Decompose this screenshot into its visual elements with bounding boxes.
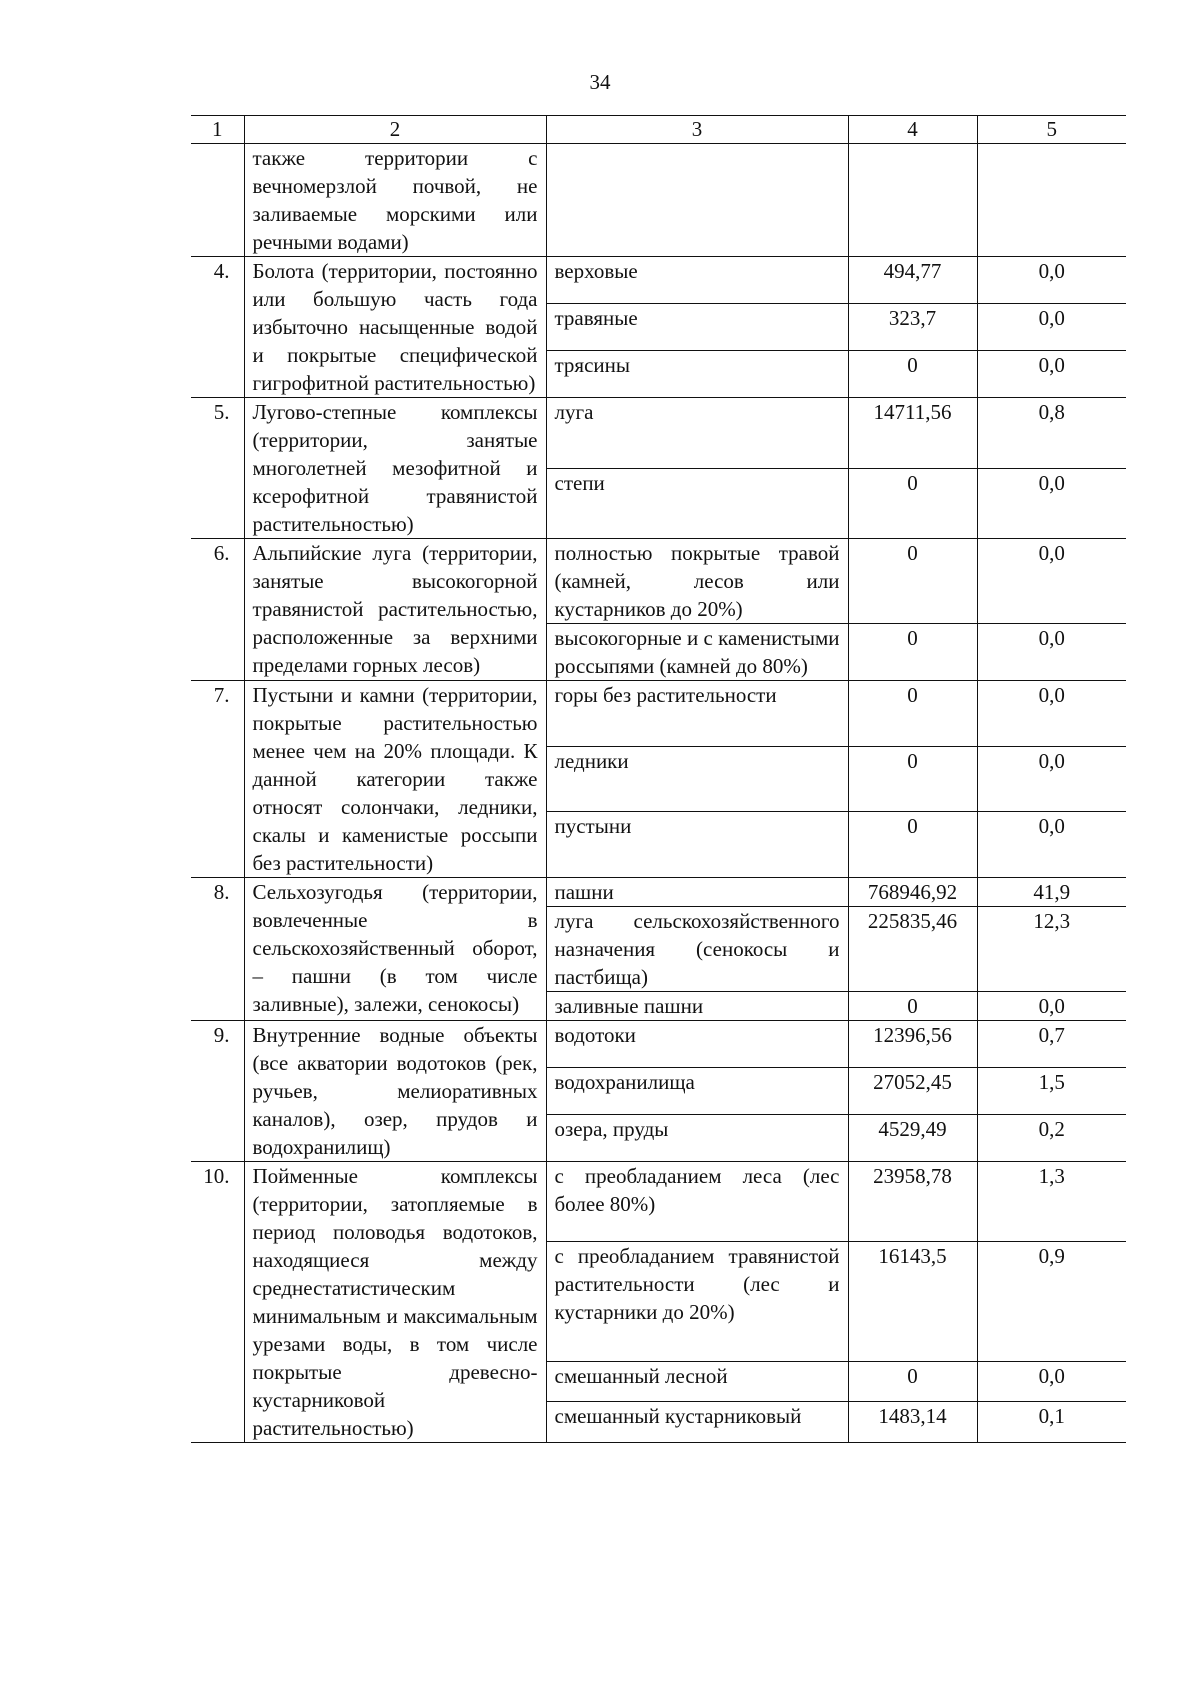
percent-value-cell: 0,9 — [977, 1242, 1126, 1361]
column-header: 5 — [977, 116, 1126, 144]
row-number-cell: 4. — [191, 257, 244, 398]
area-value-cell: 0 — [848, 468, 977, 539]
subtype-cell: озера, пруды — [546, 1115, 848, 1162]
subtype-cell: пустыни — [546, 812, 848, 878]
subtype-cell: ледники — [546, 746, 848, 812]
subtype-cell: водотоки — [546, 1021, 848, 1068]
subtype-cell: с преобладанием травянистой растительности (лес и кустарники до 20%) — [546, 1242, 848, 1361]
percent-value-cell: 41,9 — [977, 878, 1126, 907]
table-row — [191, 681, 1126, 747]
percent-value-cell: 0,7 — [977, 1021, 1126, 1068]
table-body — [191, 144, 1126, 1443]
subtype-cell: трясины — [546, 351, 848, 398]
percent-value-cell: 0,0 — [977, 304, 1126, 351]
land-category-table — [191, 115, 1126, 1443]
area-value-cell: 0 — [848, 812, 977, 878]
area-value-cell: 12396,56 — [848, 1021, 977, 1068]
subtype-cell: травяные — [546, 304, 848, 351]
percent-value-cell: 1,3 — [977, 1162, 1126, 1242]
row-number-cell: 7. — [191, 681, 244, 878]
subtype-cell: полностью покрытые травой (камней, лесов или кустарников до 20%) — [546, 539, 848, 624]
category-description-cell: Пойменные комплексы (территории, затопляемые в период половодья водотоков, находящиеся между среднестатистическим минимальным и максимальным урезами воды, в том числе покрытые древесно-кустарниковой растительностью) — [244, 1162, 546, 1443]
percent-value-cell: 0,0 — [977, 812, 1126, 878]
area-value-cell: 0 — [848, 992, 977, 1021]
category-description-cell: Пустыни и камни (территории, покрытые растительностью менее чем на 20% площади. К данной категории также относят солончаки, ледники, скалы и каменистые россыпи без растительности) — [244, 681, 546, 878]
area-value-cell: 27052,45 — [848, 1068, 977, 1115]
subtype-cell: пашни — [546, 878, 848, 907]
table-row — [191, 144, 1126, 257]
column-header: 4 — [848, 116, 977, 144]
percent-value-cell: 0,0 — [977, 746, 1126, 812]
percent-value-cell: 0,0 — [977, 468, 1126, 539]
area-value-cell: 0 — [848, 351, 977, 398]
table-row — [191, 539, 1126, 624]
area-value-cell: 14711,56 — [848, 398, 977, 469]
percent-value-cell: 1,5 — [977, 1068, 1126, 1115]
area-value-cell — [848, 144, 977, 257]
table-header-row — [191, 116, 1126, 144]
subtype-cell — [546, 144, 848, 257]
percent-value-cell: 0,0 — [977, 992, 1126, 1021]
category-description-cell: также территории с вечномерзлой почвой, не заливаемые морскими или речными водами) — [244, 144, 546, 257]
area-value-cell: 225835,46 — [848, 907, 977, 992]
subtype-cell: высокогорные и с каменистыми россыпями (камней до 80%) — [546, 624, 848, 681]
row-number-cell: 9. — [191, 1021, 244, 1162]
subtype-cell: верховые — [546, 257, 848, 304]
area-value-cell: 0 — [848, 539, 977, 624]
area-value-cell: 4529,49 — [848, 1115, 977, 1162]
percent-value-cell: 0,0 — [977, 351, 1126, 398]
category-description-cell: Болота (территории, постоянно или большую часть года избыточно насыщенные водой и покрытые специфической гигрофитной растительностью) — [244, 257, 546, 398]
subtype-cell: водохранилища — [546, 1068, 848, 1115]
percent-value-cell: 12,3 — [977, 907, 1126, 992]
row-number-cell: 6. — [191, 539, 244, 681]
percent-value-cell: 0,2 — [977, 1115, 1126, 1162]
percent-value-cell: 0,0 — [977, 257, 1126, 304]
area-value-cell: 0 — [848, 1361, 977, 1402]
area-value-cell: 323,7 — [848, 304, 977, 351]
area-value-cell: 0 — [848, 624, 977, 681]
column-header: 1 — [191, 116, 244, 144]
row-number-cell: 5. — [191, 398, 244, 539]
area-value-cell: 0 — [848, 681, 977, 747]
column-header: 3 — [546, 116, 848, 144]
category-description-cell: Лугово-степные комплексы (территории, занятые многолетней мезофитной и ксерофитной травянистой растительностью) — [244, 398, 546, 539]
row-number-cell — [191, 144, 244, 257]
subtype-cell: степи — [546, 468, 848, 539]
area-value-cell: 23958,78 — [848, 1162, 977, 1242]
percent-value-cell: 0,0 — [977, 681, 1126, 747]
subtype-cell: смешанный кустарниковый — [546, 1402, 848, 1443]
category-description-cell: Сельхозугодья (территории, вовлеченные в сельскохозяйственный оборот, – пашни (в том числе заливные), залежи, сенокосы) — [244, 878, 546, 1021]
percent-value-cell: 0,1 — [977, 1402, 1126, 1443]
area-value-cell: 16143,5 — [848, 1242, 977, 1361]
area-value-cell: 0 — [848, 746, 977, 812]
subtype-cell: смешанный лесной — [546, 1361, 848, 1402]
percent-value-cell — [977, 144, 1126, 257]
area-value-cell: 1483,14 — [848, 1402, 977, 1443]
percent-value-cell: 0,0 — [977, 1361, 1126, 1402]
column-header: 2 — [244, 116, 546, 144]
subtype-cell: луга — [546, 398, 848, 469]
table-row — [191, 257, 1126, 304]
table-row — [191, 398, 1126, 469]
percent-value-cell: 0,0 — [977, 539, 1126, 624]
subtype-cell: горы без растительности — [546, 681, 848, 747]
percent-value-cell: 0,8 — [977, 398, 1126, 469]
row-number-cell: 10. — [191, 1162, 244, 1443]
category-description-cell: Альпийские луга (территории, занятые высокогорной травянистой растительностью, расположенные за верхними пределами горных лесов) — [244, 539, 546, 681]
table-row — [191, 1021, 1126, 1068]
percent-value-cell: 0,0 — [977, 624, 1126, 681]
table-row — [191, 1162, 1126, 1242]
area-value-cell: 768946,92 — [848, 878, 977, 907]
row-number-cell: 8. — [191, 878, 244, 1021]
table-row — [191, 878, 1126, 907]
category-description-cell: Внутренние водные объекты (все акватории водотоков (рек, ручьев, мелиоративных каналов), озер, прудов и водохранилищ) — [244, 1021, 546, 1162]
area-value-cell: 494,77 — [848, 257, 977, 304]
page-number: 34 — [589, 70, 611, 94]
subtype-cell: заливные пашни — [546, 992, 848, 1021]
subtype-cell: луга сельскохозяйственного назначения (сенокосы и пастбища) — [546, 907, 848, 992]
subtype-cell: с преобладанием леса (лес более 80%) — [546, 1162, 848, 1242]
